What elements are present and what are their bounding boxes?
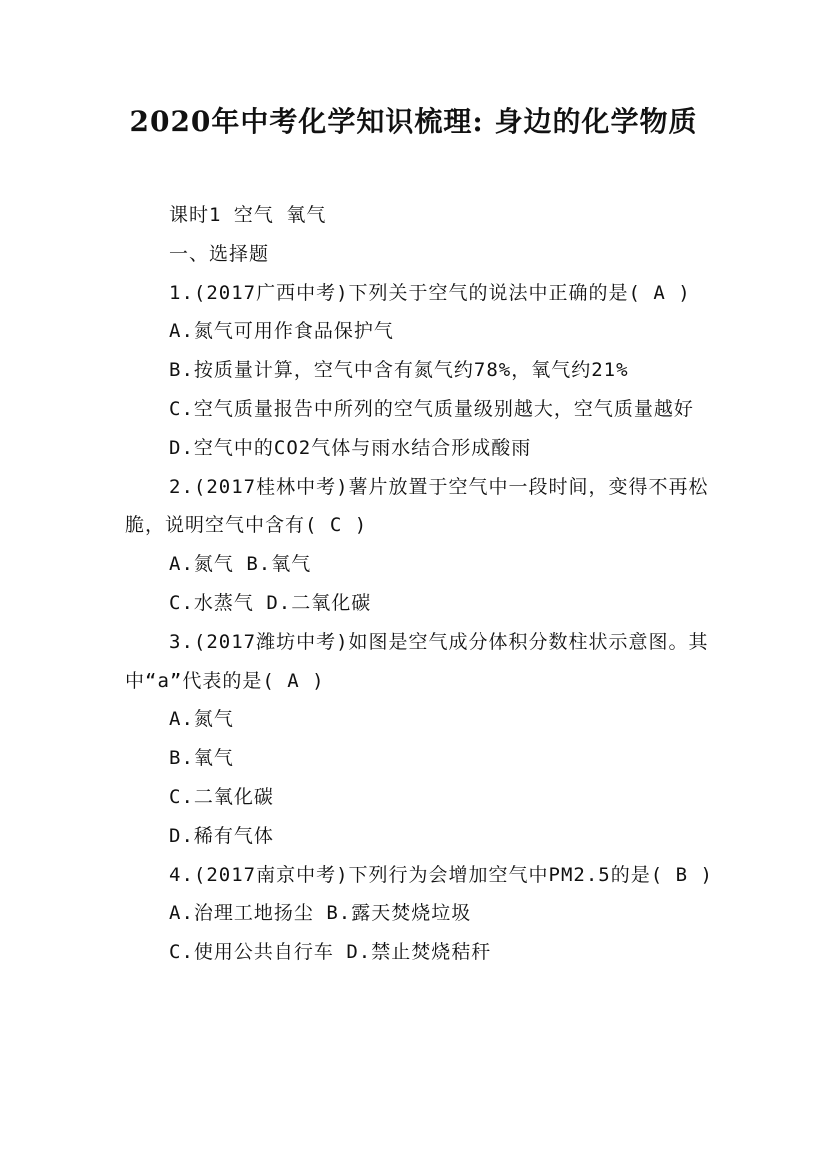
question-option: C.空气质量报告中所列的空气质量级别越大，空气质量越好 bbox=[169, 397, 694, 420]
question-option: A.氮气 B.氧气 bbox=[169, 553, 312, 576]
question-option: B.按质量计算，空气中含有氮气约78%，氧气约21% bbox=[169, 359, 629, 382]
question-stem: 2.(2017桂林中考)薯片放置于空气中一段时间，变得不再松脆，说明空气中含有( C ) bbox=[125, 475, 709, 537]
question-stem: 4.(2017南京中考)下列行为会增加空气中PM2.5的是( B ) bbox=[169, 863, 713, 886]
question-option: C.水蒸气 D.二氧化碳 bbox=[169, 591, 372, 614]
lesson-heading: 课时1 空气 氧气 bbox=[169, 204, 327, 226]
question-option: D.空气中的CO2气体与雨水结合形成酸雨 bbox=[169, 436, 532, 459]
question-2 bbox=[125, 468, 715, 623]
section-heading: 一、选择题 bbox=[169, 242, 270, 265]
question-option: C.二氧化碳 bbox=[169, 785, 274, 808]
question-option: A.氮气可用作食品保护气 bbox=[169, 320, 394, 343]
document-body bbox=[125, 196, 715, 972]
question-stem: 3.(2017潍坊中考)如图是空气成分体积分数柱状示意图。其中“a”代表的是( A ) bbox=[125, 630, 709, 692]
question-4 bbox=[125, 856, 715, 972]
question-3 bbox=[125, 623, 715, 856]
question-option: C.使用公共自行车 D.禁止焚烧秸秆 bbox=[169, 941, 492, 964]
question-option: B.氧气 bbox=[169, 747, 234, 770]
question-1 bbox=[125, 274, 715, 468]
question-option: A.治理工地扬尘 B.露天焚烧垃圾 bbox=[169, 902, 472, 925]
document-title: 2020年中考化学知识梳理: 身边的化学物质 bbox=[129, 105, 698, 138]
question-option: D.稀有气体 bbox=[169, 824, 274, 847]
question-option: A.氮气 bbox=[169, 708, 234, 731]
question-stem: 1.(2017广西中考)下列关于空气的说法中正确的是( A ) bbox=[169, 281, 691, 304]
